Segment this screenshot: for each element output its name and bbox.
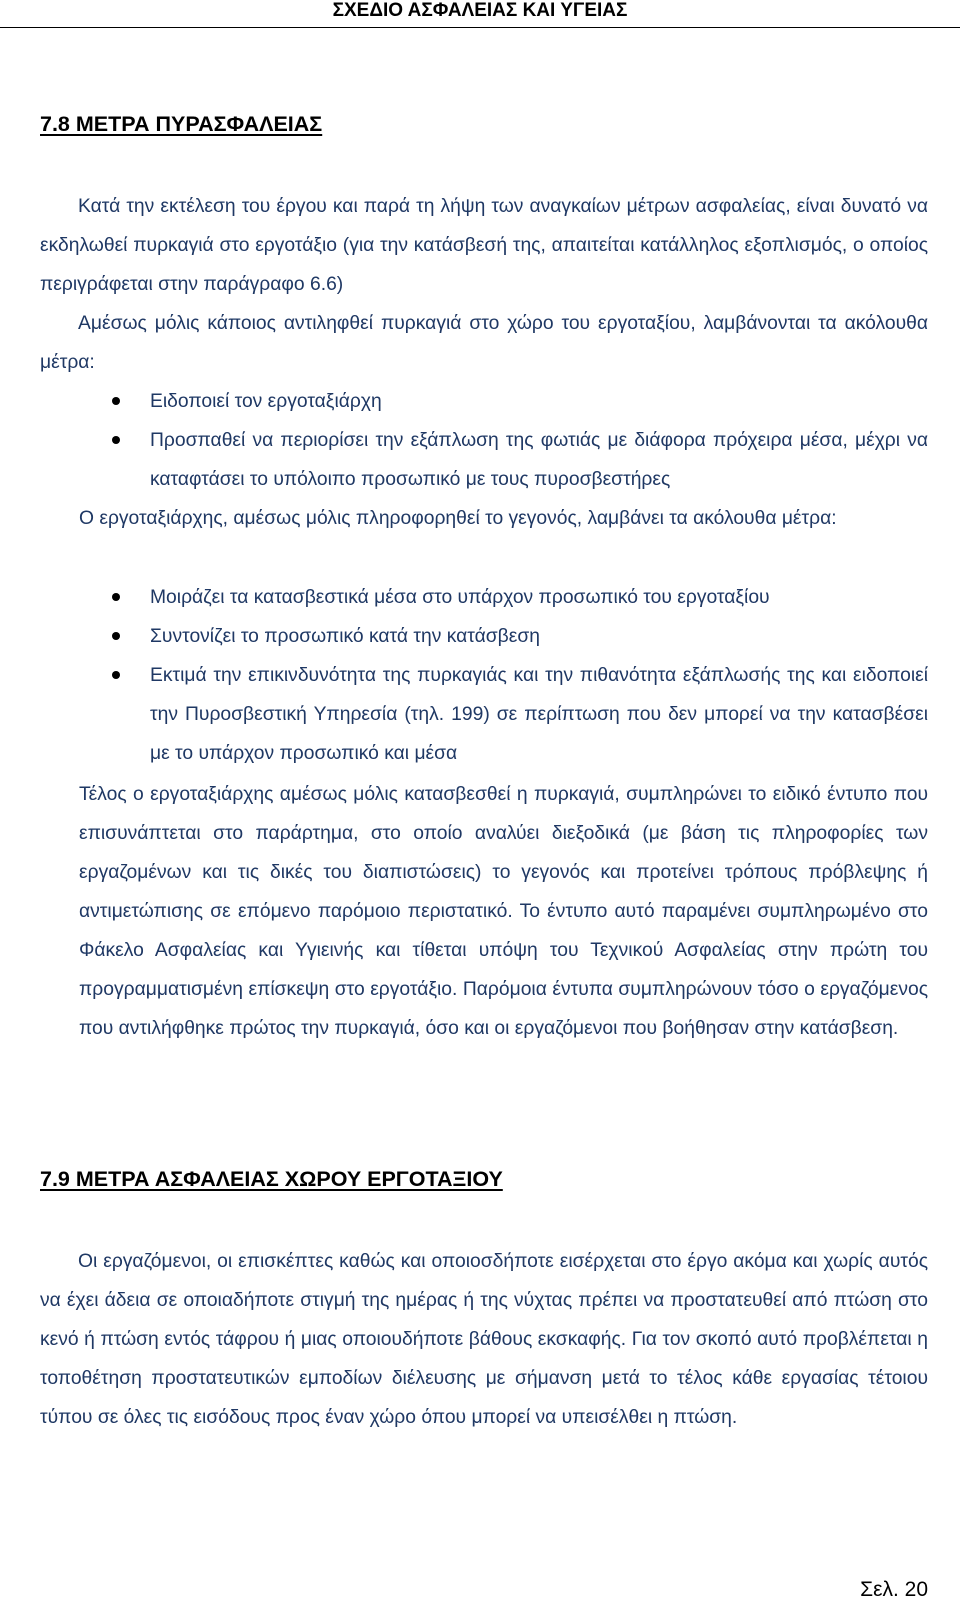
section-heading-7-9: 7.9 ΜΕΤΡΑ ΑΣΦΑΛΕΙΑΣ ΧΩΡΟΥ ΕΡΓΟΤΑΞΙΟΥ: [40, 1167, 503, 1191]
paragraph-site-manager-measures: Ο εργοταξιάρχης, αμέσως μόλις πληροφορηθεί το γεγονός, λαμβάνει τα ακόλουθα μέτρα:: [79, 508, 837, 529]
bullet-icon: [112, 632, 120, 640]
header-rule: [0, 27, 960, 28]
section-heading-7-8: 7.8 ΜΕΤΡΑ ΠΥΡΑΣΦΑΛΕΙΑΣ: [40, 112, 323, 136]
list-item: Προσπαθεί να περιορίσει την εξάπλωση της φωτιάς με διάφορα πρόχειρα μέσα, μέχρι να καταφτάσει το υπόλοιπο προσωπικό με τους πυροσβεστήρες: [150, 421, 928, 499]
list-item: Συντονίζει το προσωπικό κατά την κατάσβεση: [150, 617, 928, 656]
paragraph-site-safety: Οι εργαζόμενοι, οι επισκέπτες καθώς και οποιοσδήποτε εισέρχεται στο έργο ακόμα και χωρίς αυτός να έχει άδεια σε οποιαδήποτε στιγμή της ημέρας ή της νύχτας πρέπει να προστατευθεί από πτώση στο κενό ή πτώση εντός τάφρου ή μιας οποιουδήποτε βάθους εκσκαφής. Για τον σκοπό αυτό προβλέπεται η τοποθέτηση προστατευτικών εμποδίων διέλευσης με σήμανση μετά το τέλος κάθε εργασίας τέτοιου τύπου σε όλες τις εισόδους προς έναν χώρο όπου μπορεί να υπεισέλθει η πτώση.: [40, 1251, 928, 1428]
paragraph-fire-intro: Κατά την εκτέλεση του έργου και παρά τη λήψη των αναγκαίων μέτρων ασφαλείας, είναι δυνατό να εκδηλωθεί πυρκαγιά στο εργοτάξιο (για την κατάσβεσή της, απαιτείται κατάλληλος εξοπλισμός, ο οποίος περιγράφεται στην παράγραφο 6.6): [40, 196, 928, 295]
bullet-icon: [112, 593, 120, 601]
list-item: Ειδοποιεί τον εργοταξιάρχη: [150, 382, 928, 421]
page-header: [0, 0, 960, 30]
bullet-icon: [112, 436, 120, 444]
bullet-icon: [112, 397, 120, 405]
list-item: Μοιράζει τα κατασβεστικά μέσα στο υπάρχον προσωπικό του εργοταξίου: [150, 578, 928, 617]
paragraph-incident-report: Τέλος ο εργοταξιάρχης αμέσως μόλις κατασβεσθεί η πυρκαγιά, συμπληρώνει το ειδικό έντυπο που επισυνάπτεται στο παράρτημα, στο οποίο αναλύει διεξοδικά (με βάση τις πληροφορίες των εργαζομένων και τις δικές του διαπιστώσεις) το γεγονός και προτείνει τρόπους πρόβλεψης ή αντιμετώπισης σε επόμενο παρόμοιο περιστατικό. Το έντυπο αυτό παραμένει συμπληρωμένο στο Φάκελο Ασφαλείας και Υγιεινής και τίθεται υπόψη του Τεχνικού Ασφαλείας στην πρώτη του προγραμματισμένη επίσκεψη στο εργοτάξιο. Παρόμοια έντυπα συμπληρώνουν τόσο ο εργαζόμενος που αντιλήφθηκε πρώτος την πυρκαγιά, όσο και οι εργαζόμενοι που βοήθησαν στην κατάσβεση.: [79, 784, 928, 1039]
list-first-responder-actions: [150, 382, 928, 499]
paragraph-immediate-measures: Αμέσως μόλις κάποιος αντιληφθεί πυρκαγιά στο χώρο του εργοταξίου, λαμβάνονται τα ακόλουθα μέτρα:: [40, 313, 928, 373]
document-title: ΣΧΕΔΙΟ ΑΣΦΑΛΕΙΑΣ ΚΑΙ ΥΓΕΙΑΣ: [332, 0, 628, 21]
bullet-icon: [112, 671, 120, 679]
page-number: Σελ. 20: [860, 1578, 928, 1601]
list-item: Εκτιμά την επικινδυνότητα της πυρκαγιάς και την πιθανότητα εξάπλωσής της και ειδοποιεί την Πυροσβεστική Υπηρεσία (τηλ. 199) σε περίπτωση που δεν μπορεί να την κατασβέσει με το υπάρχον προσωπικό και μέσα: [150, 656, 928, 773]
list-site-manager-actions: [150, 578, 928, 773]
